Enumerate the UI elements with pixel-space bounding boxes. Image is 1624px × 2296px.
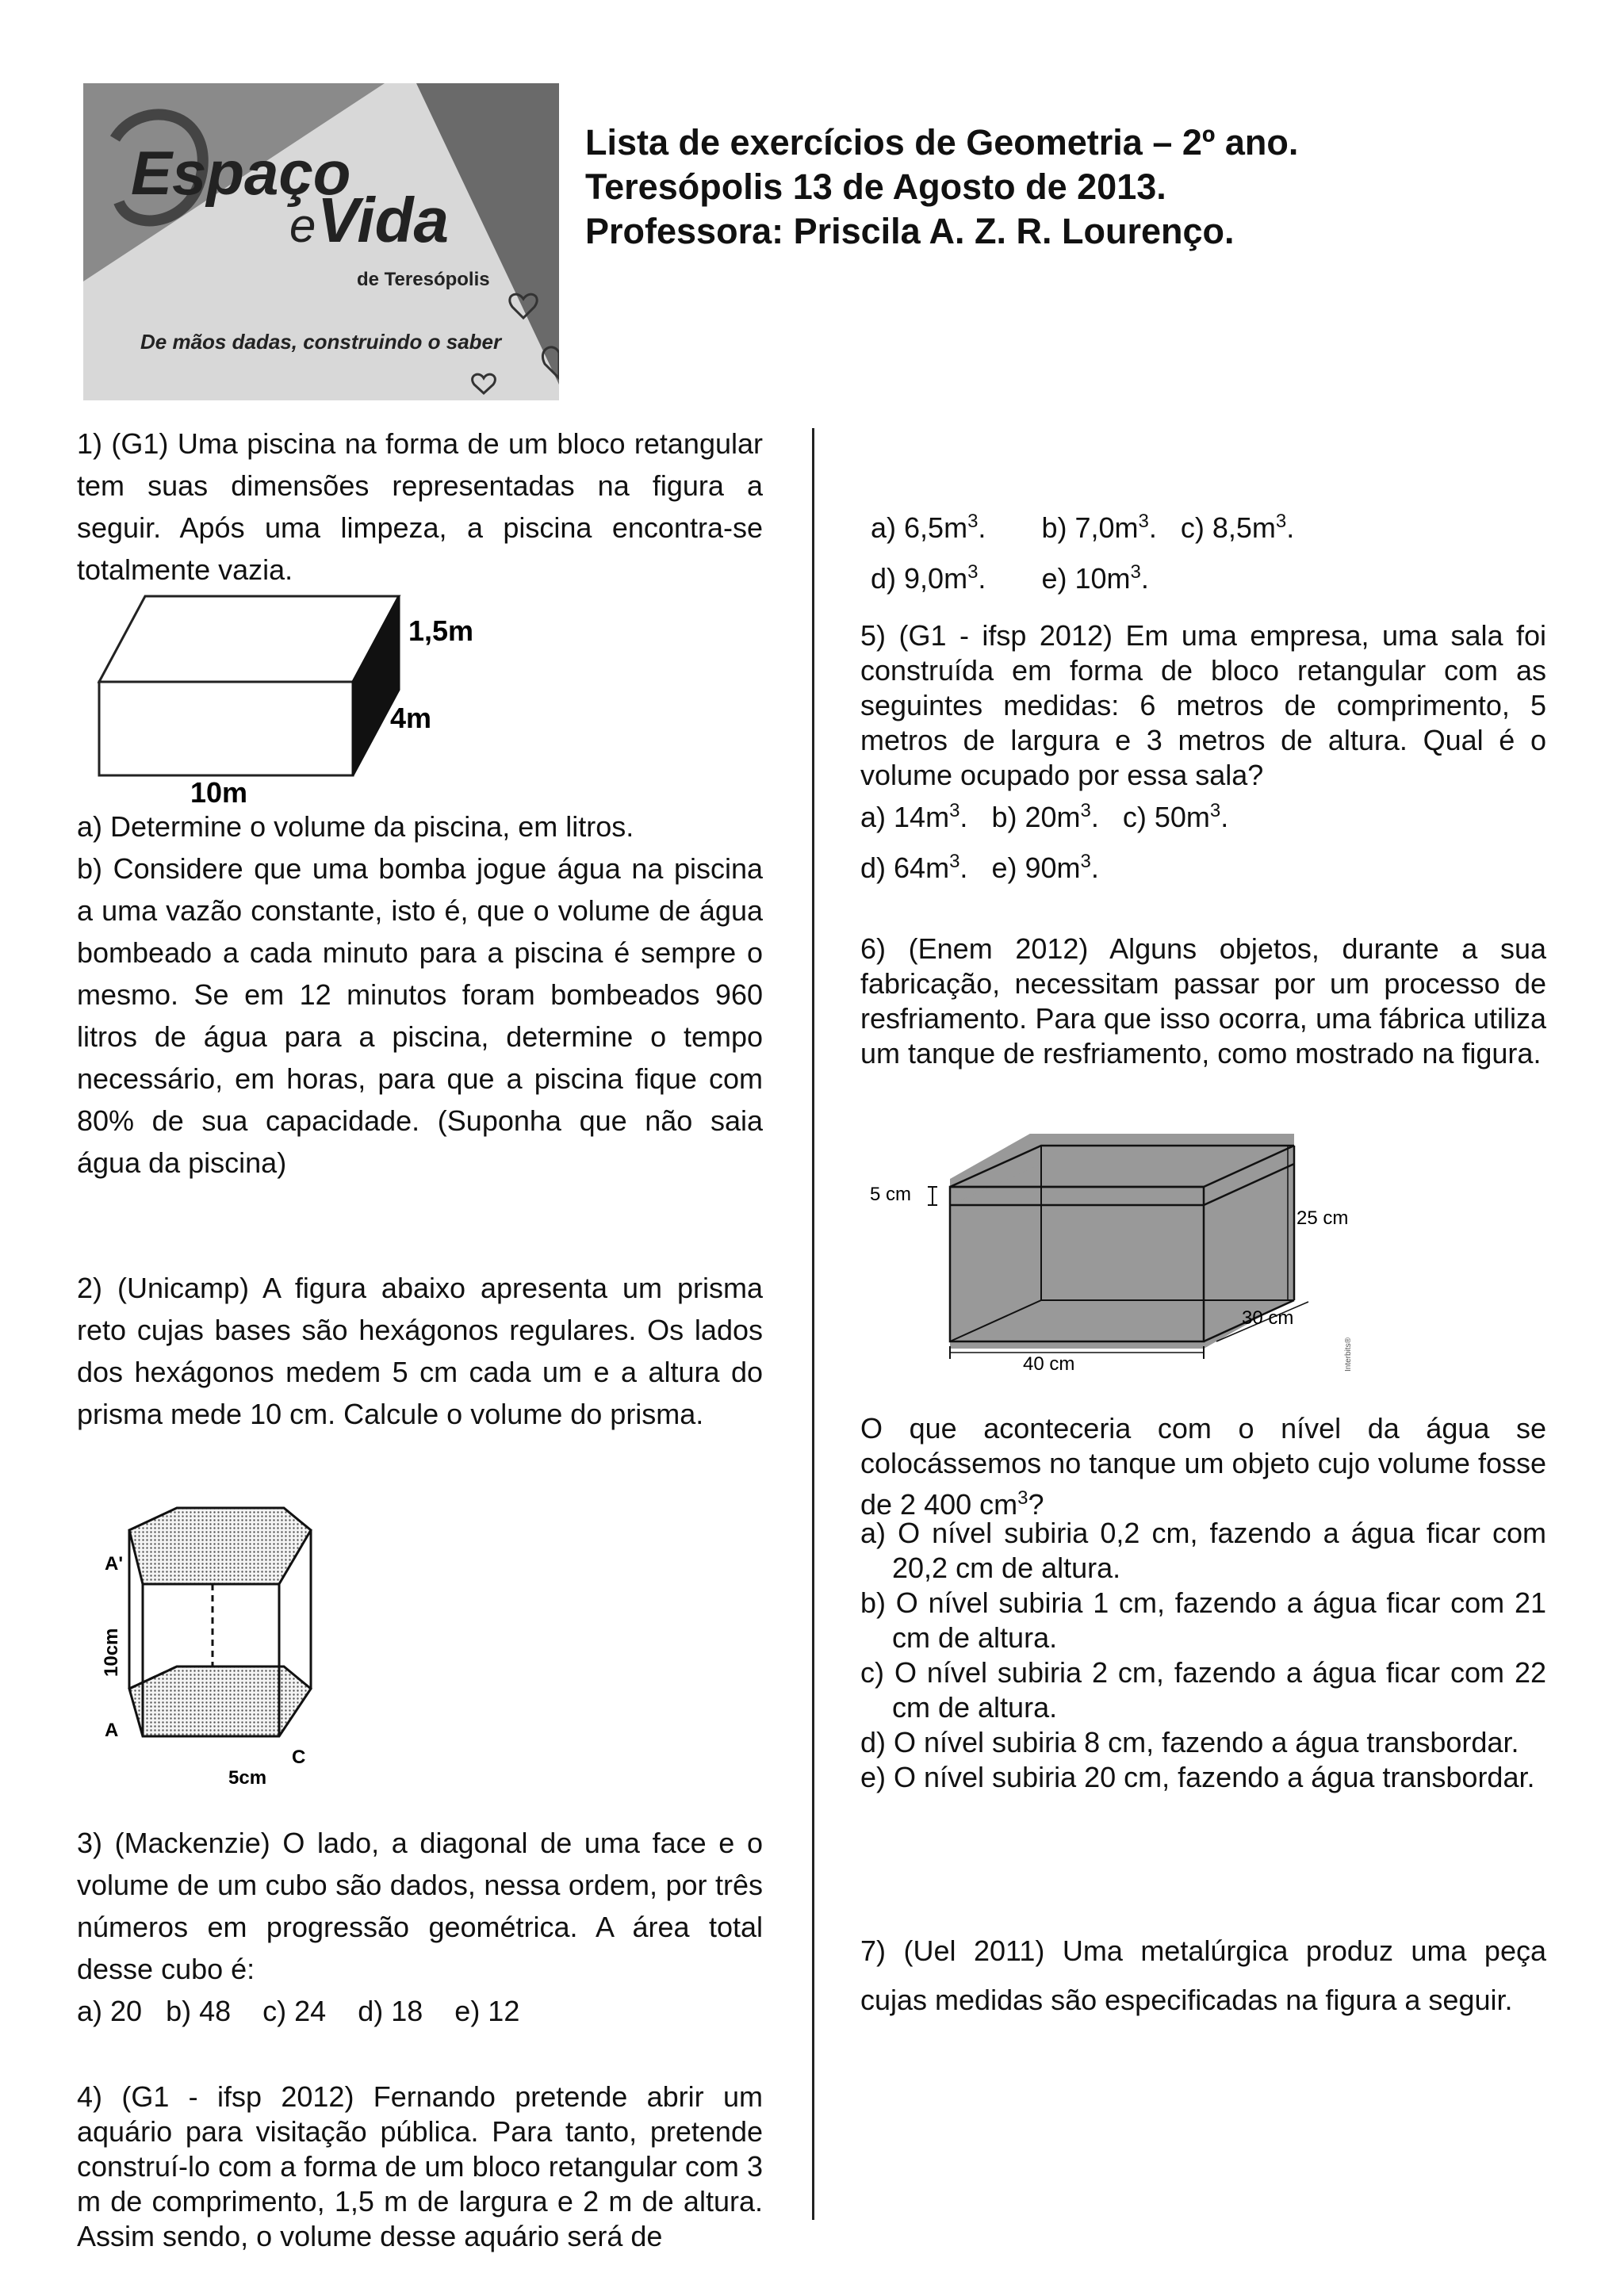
tank-height-label: 25 cm (1297, 1207, 1349, 1229)
q6-option-a: a) O nível subiria 0,2 cm, fazendo a água ficar com 20,2 cm de altura. (860, 1517, 1546, 1584)
figure-credit: Interbits® (1344, 1337, 1353, 1372)
q6-option-d: d) O nível subiria 8 cm, fazendo a água transbordar. (860, 1726, 1519, 1758)
question-3-text: 3) (Mackenzie) O lado, a diagonal de uma face e o volume de um cubo são dados, nessa ordem, por três números em progressão geométrica. A área total desse cubo é: (77, 1827, 763, 1985)
question-3-options (77, 1990, 763, 2032)
q3-option-b: b) 48 (166, 1995, 232, 2027)
question-4-text: 4) (G1 - ifsp 2012) Fernando pretende abrir um aquário para visitação pública. Para tanto, pretende construí-lo com a forma de um bloco retangular com 3 m de comprimento, 1,5 m de largura e 2 m de altura. Assim sendo, o volume desse aquário será de (77, 2080, 763, 2252)
document-header (585, 121, 1298, 254)
q4-option-a: a) 6,5 (871, 511, 944, 544)
cooling-tank-figure (864, 1134, 1372, 1380)
pool-width-label: 4m (390, 702, 432, 734)
header-title: Lista de exercícios de Geometria – 2º ano. (585, 122, 1299, 163)
question-1-text: 1) (G1) Uma piscina na forma de um bloco retangular tem suas dimensões representadas na figura a seguir. Após uma limpeza, a piscina encontra-se totalmente vazia. (77, 427, 763, 586)
pool-length-label: 10m (190, 776, 248, 805)
question-6-question: O que aconteceria com o nível da água se colocássemos no tanque um objeto cujo volume fosse de 2 400 $cm^3$? (860, 1412, 1546, 1521)
pool-depth-label: 1,5m (408, 614, 474, 647)
question-6-options (860, 1516, 1546, 1795)
q4-option-b: b) 7,0 (1041, 511, 1115, 544)
q6-option-b: b) O nível subiria 1 cm, fazendo a água ficar com 21 cm de altura. (860, 1586, 1546, 1654)
question-7-text: 7) (Uel 2011) Uma metalúrgica produz uma peça cujas medidas são especificadas na figura a seguir. (860, 1934, 1546, 2016)
logo-word3: Vida (317, 185, 449, 255)
prism-height-label: 10cm (101, 1628, 122, 1677)
logo-slogan: De mãos dadas, construindo o saber (140, 330, 502, 354)
question-5-text: 5) (G1 - ifsp 2012) Em uma empresa, uma sala foi construída em forma de bloco retangular com as seguintes medidas: 6 metros de comprimento, 5 metros de largura e 3 metros de altura. Qual é o volume ocupado por essa sala? (860, 619, 1546, 791)
question-4-options: a) $6,5m^3$. b) $7,0m^3$. c) $8,5m^3$. d) $9,0m^3$. e) $10m^3$. (871, 499, 1557, 601)
q4-option-e: e) 10 (1041, 562, 1107, 595)
q5-option-d: d) 64 (860, 851, 926, 884)
vertex-a-prime-label: A' (105, 1553, 124, 1575)
question-6-text: 6) (Enem 2012) Alguns objetos, durante a sua fabricação, necessitam passar por um processo de resfriamento. Para que isso ocorra, uma fábrica utiliza um tanque de resfriamento, como mostrado na figura. (860, 932, 1546, 1070)
logo-word1: Espaço (131, 138, 351, 208)
prism-side-label: 5cm (228, 1767, 267, 1789)
q3-option-d: d) 18 (358, 1995, 423, 2027)
hexagonal-prism-figure (94, 1498, 331, 1800)
question-5-options: a) $14m^3$. b) $20m^3$. c) $50m^3$. d) $64m^3$. e) $90m^3$. (860, 789, 1546, 890)
q5-option-a: a) 14 (860, 801, 926, 833)
vertex-a-label: A (105, 1720, 119, 1741)
question-1b: b) Considere que uma bomba jogue água na piscina a uma vazão constante, isto é, que o volume de água bombeado a cada minuto para a piscina é sempre o mesmo. Se em 12 minutos foram bombeados 960 litros de água para a piscina, determine o tempo necessário, em horas, para que a piscina fique com 80% de sua capacidade. (Suponha que não saia água da piscina) (77, 852, 763, 1179)
question-1a: a) Determine o volume da piscina, em litros. (77, 810, 634, 843)
tank-depth-label: 30 cm (1242, 1307, 1294, 1329)
question-2-text: 2) (Unicamp) A figura abaixo apresenta um prisma reto cujas bases são hexágonos regulares. Os lados dos hexágonos medem 5 cm cada um e a altura do prisma mede 10 cm. Calcule o volume do prisma. (77, 1272, 763, 1430)
q3-option-a: a) 20 (77, 1995, 143, 2027)
question-1-parts (77, 806, 763, 1184)
q5-option-b: b) 20 (991, 801, 1057, 833)
q6-option-e: e) O nível subiria 20 cm, fazendo a água transbordar. (860, 1761, 1535, 1793)
school-logo (83, 83, 559, 400)
q6-option-c: c) O nível subiria 2 cm, fazendo a água ficar com 22 cm de altura. (860, 1656, 1546, 1724)
header-date: Teresópolis 13 de Agosto de 2013. (585, 166, 1166, 207)
header-teacher: Professora: Priscila A. Z. R. Lourenço. (585, 211, 1235, 251)
logo-subtitle: de Teresópolis (357, 269, 490, 290)
q5-option-c: c) 50 (1122, 801, 1186, 833)
vertex-c-label: C (292, 1747, 306, 1768)
q4-option-d: d) 9,0 (871, 562, 944, 595)
q5-option-e: e) 90 (991, 851, 1057, 884)
logo-word2: e (289, 199, 316, 252)
q3-option-e: e) 12 (454, 1995, 520, 2027)
tank-gap-label: 5 cm (870, 1184, 912, 1205)
tank-length-label: 40 cm (1023, 1353, 1075, 1375)
pool-figure (79, 587, 523, 805)
column-divider (812, 428, 814, 2220)
q4-option-c: c) 8,5 (1180, 511, 1252, 544)
q3-option-c: c) 24 (262, 1995, 327, 2027)
